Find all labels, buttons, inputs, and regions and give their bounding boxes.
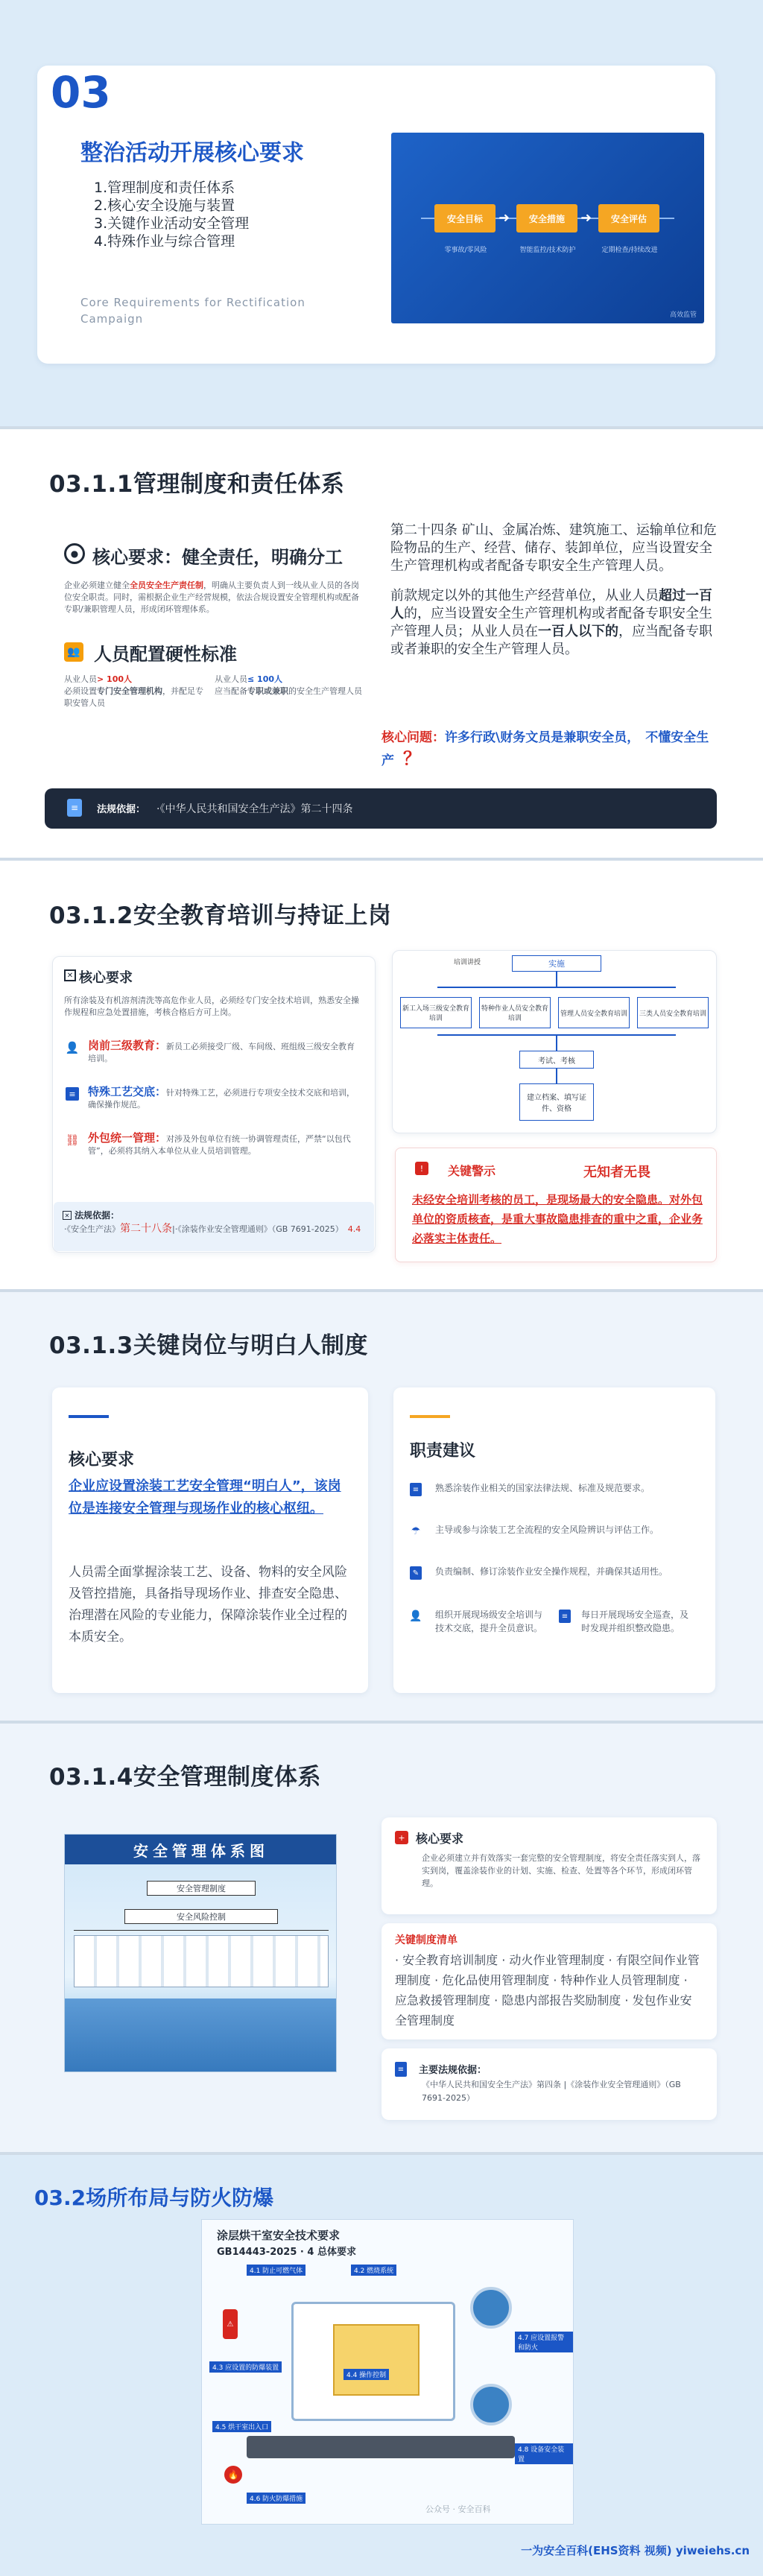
checkbox-icon: ✕ [64, 969, 76, 981]
basis-text: 《中华人民共和国安全生产法》第四条 |《涂装作业安全管理通则》（GB 7691-2025） [422, 2080, 681, 2103]
flow-sub-1: 零事故/零风险 [444, 247, 487, 254]
poster-label: 4.5 烘干室出入口 [212, 2421, 271, 2432]
staff-right-a: 从业人员 [215, 674, 247, 684]
duty-item [410, 1565, 700, 1607]
training-diagram [392, 950, 717, 1133]
document-icon: ≡ [67, 799, 82, 817]
core-text: 企业必须建立并有效落实一套完整的安全管理制度，将安全责任落实到人，落实到岗，覆盖涂装作业的计划、实施、检查、处置等各个环节，形成闭环管理。 [422, 1853, 700, 1888]
diagram-line [437, 987, 676, 988]
poster-title: 涂层烘干室安全技术要求 [217, 2229, 341, 2242]
training-item [64, 1086, 362, 1132]
law-article [390, 522, 724, 659]
warning-icon: ! [415, 1162, 428, 1175]
fire-extinguisher-icon: ⚠ [223, 2309, 238, 2339]
core-body: 人员需全面掌握涂装工艺、设备、物料的安全风险及管控措施，具备指导现场作业、排查安全隐患、治理潜在风险的专业能力，保障涂装作业全过程的本质安全。 [69, 1565, 347, 1645]
staff-right-e: 的安全生产管理人员 [288, 686, 362, 696]
slide-layout-fire [0, 2155, 763, 2576]
slide-heading: 03.2场所布局与防火防爆 [34, 2186, 274, 2210]
basis-text [64, 1223, 370, 1235]
diagram-box-3: 管理人员安全教育培训 [558, 997, 630, 1028]
section-item: 2.核心安全设施与装置 [94, 197, 235, 214]
slide-heading: 03.1.2安全教育培训与持证上岗 [49, 902, 392, 929]
diagram-mid: 考试、考核 [519, 1051, 594, 1069]
shield-icon: + [395, 1831, 408, 1844]
slide-responsibility [0, 429, 763, 858]
diagram-buildings [65, 1999, 337, 2072]
issue-label: 核心问题： [382, 730, 445, 745]
law-b3: 的，应当设置安全生产管理机构或者配备专职安全生产管理人员；从业人员在 [390, 606, 712, 639]
staff-left [64, 674, 206, 709]
diagram-box-1: 新工入场三级安全教育培训 [400, 997, 472, 1028]
section-title: 整治活动开展核心要求 [80, 140, 304, 166]
section-item: 3.关键作业活动安全管理 [94, 215, 250, 232]
flow-image [391, 133, 704, 323]
duty-item [410, 1523, 700, 1565]
training-item [64, 1132, 362, 1178]
fan-icon [470, 2384, 512, 2425]
document-icon: ≡ [66, 1087, 79, 1101]
poster-label: 4.4 操作控制 [343, 2369, 389, 2380]
staff-left-b: > 100人 [97, 674, 133, 684]
training-items [64, 1039, 362, 1178]
accent-line [69, 1415, 109, 1418]
user-icon: 👤 [409, 1610, 422, 1622]
section-items [94, 179, 249, 250]
poster-watermark: 公众号 · 安全百科 [425, 2504, 491, 2514]
staff-right-c: 应当配备 [215, 686, 247, 696]
diagram-line [556, 1034, 557, 1051]
issue-text-2: 不懂安全生产 [382, 730, 709, 768]
section-number: 03 [51, 67, 111, 118]
diagram-columns [74, 1935, 329, 1987]
law-b2: 超过一百人 [390, 588, 712, 621]
link-icon: ⛓ [65, 1133, 80, 1147]
core-title: 核心要求 [79, 970, 133, 986]
diagram-line [556, 1069, 557, 1083]
core-text-c: ，明确从主要负责人到一线从业人员的各岗位安全职责。同时，需根据企业生产经营规模，依法合规设置安全管理机构或配备专职/兼职管理人员，形成闭环管理体系。 [64, 580, 359, 614]
flow-footer: 高效监管 [669, 311, 697, 319]
basis-label: 主要法规依据： [419, 2065, 487, 2076]
basis-label: 法规依据： [97, 804, 146, 815]
staff-left-a: 从业人员 [64, 674, 97, 684]
poster-label: 4.6 防火防爆措施 [247, 2493, 305, 2504]
core-title: 核心要求 [416, 1832, 464, 1846]
poster-label: 4.1 防止可燃气体 [247, 2265, 305, 2276]
flow-step-2: 安全措施 [516, 204, 577, 232]
poster-label: 4.8 设备安全装置 [515, 2443, 573, 2464]
issue-text: 许多行政\财务文员是兼职安全员， [445, 730, 640, 745]
core-title: 核心要求：健全责任，明确分工 [92, 547, 343, 568]
oven-base [247, 2436, 515, 2458]
poster-label: 4.2 燃烧系统 [351, 2265, 396, 2276]
document-icon: ≡ [395, 2062, 407, 2077]
issue-question: ？ [403, 748, 421, 769]
flow-sub-2: 智能监控/技术防护 [519, 247, 576, 254]
law-paragraph-b [390, 587, 724, 659]
training-item-desc: 新员工必须接受厂级、车间级、班组级三级安全教育培训。 [88, 1042, 355, 1063]
fan-icon [470, 2287, 512, 2329]
duty-list [410, 1481, 700, 1607]
poster-label: 4.7 应设置报警和防火 [515, 2332, 573, 2352]
basis-text-a: ·《安全生产法》 [64, 1224, 120, 1234]
people-icon: 👥 [64, 642, 83, 662]
training-item-desc: 对涉及外包单位有统一协调管理责任，严禁“以包代管”，必须将其纳入本单位从业人员培训管理。 [88, 1134, 351, 1156]
staff-right [215, 674, 364, 697]
core-text [64, 580, 362, 615]
staff-title: 人员配置硬性标准 [94, 644, 237, 665]
flow-step-1: 安全目标 [434, 204, 496, 232]
document-icon: ≡ [410, 1483, 422, 1496]
training-item-text [88, 1132, 356, 1157]
staff-left-e: ，并配足专职安管人员 [64, 686, 203, 708]
training-item-desc: 针对特殊工艺，必须进行专项安全技术交底和培训，确保操作规范。 [88, 1088, 355, 1110]
duty-split [410, 1608, 700, 1660]
arrow-right-icon: ➜ [498, 210, 510, 226]
staff-left-c: 必须设置 [64, 686, 97, 696]
footer-brand[interactable]: 一为安全百科(EHS资料 视频) yiweiehs.cn [521, 2544, 750, 2557]
law-b4: 一百人以下的 [538, 624, 618, 639]
section-item: 4.特殊作业与综合管理 [94, 233, 235, 250]
alert-label: 关键警示 [448, 1164, 496, 1178]
fire-poster [201, 2219, 574, 2525]
duty-item [410, 1481, 700, 1523]
accent-line [410, 1415, 450, 1418]
diagram-top: 实施 [512, 955, 601, 972]
core-text: 所有涂装及有机溶剂清洗等高危作业人员，必须经专门安全技术培训，熟悉安全操作规程和应急处置措施，考核合格后方可上岗。 [64, 996, 359, 1017]
staff-right-d: 专职或兼职 [247, 686, 288, 696]
fire-hazard-icon: 🔥 [224, 2466, 242, 2484]
arrow-right-icon: ➜ [580, 210, 592, 226]
alert-card [395, 1148, 717, 1262]
english-subtitle: Core Requirements for Rectification Campaign [80, 296, 305, 326]
diagram-note: 培训讲授 [454, 959, 481, 966]
basis-label: 法规依据： [75, 1210, 120, 1221]
law-b1: 前款规定以外的其他生产经营单位，从业人员 [390, 588, 659, 604]
basis-bar [45, 788, 717, 829]
poster-label: 4.3 应设置的防爆装置 [209, 2361, 282, 2373]
duty-text: 熟悉涂装作业相关的国家法律法规、标准及规范要求。 [435, 1483, 650, 1493]
slide-system [0, 1724, 763, 2152]
slide-heading: 03.1.1管理制度和责任体系 [49, 471, 345, 498]
core-issue [382, 727, 724, 771]
diagram-sub-2: 安全风险控制 [124, 1909, 278, 1924]
diagram-grid [74, 1930, 329, 1994]
checkbox-icon: ✕ [63, 1211, 72, 1220]
slide-heading: 03.1.4安全管理制度体系 [49, 1764, 321, 1791]
slide-cover [0, 0, 763, 426]
training-item-text [88, 1086, 356, 1111]
basis-text-d: 4.4 [347, 1224, 361, 1234]
alert-tag: 无知者无畏 [583, 1165, 650, 1180]
diagram-line [556, 972, 557, 987]
basis-text-b: 第二十八条 [120, 1223, 172, 1235]
core-text-highlight: 全员安全生产责任制 [130, 580, 203, 590]
diagram-box-2: 特种作业人员安全教育培训 [479, 997, 551, 1028]
basis-text: ·《中华人民共和国安全生产法》第二十四条 [156, 803, 353, 815]
slide-key-position [0, 1292, 763, 1721]
slide-training [0, 861, 763, 1289]
duty-text: 负责编制、修订涂装作业安全操作规程，并确保其适用性。 [435, 1566, 668, 1577]
slide-heading: 03.1.3关键岗位与明白人制度 [49, 1332, 368, 1359]
diagram-bottom: 建立档案、填写证件、资格 [519, 1083, 594, 1121]
law-paragraph-a: 第二十四条 矿山、金属冶炼、建筑施工、运输单位和危险物品的生产、经营、储存、装卸单位，应当设置安全生产管理机构或者配备专职安全生产管理人员。 [390, 522, 717, 574]
law-b5: ，应当配备专职或者兼职的安全生产管理人员。 [390, 624, 712, 657]
poster-sub: GB14443-2025 · 4 总体要求 [217, 2247, 356, 2258]
section-item: 1.管理制度和责任体系 [94, 180, 235, 196]
core-lead: 企业应设置涂装工艺安全管理“明白人”，该岗位是连接安全管理与现场作业的核心枢纽。 [69, 1478, 341, 1516]
umbrella-icon: ☂ [411, 1525, 421, 1537]
oven-inner [333, 2324, 420, 2396]
document-icon: ≡ [559, 1610, 571, 1623]
list-text: · 安全教育培训制度 · 动火作业管理制度 · 有限空间作业管理制度 · 危化品使用管理制度 · 特种作业人员管理制度 · 应急救援管理制度 · 隐患内部报告奖励制度 · 发包作业安全管理制度 [395, 1953, 700, 2028]
clipboard-icon: ✎ [410, 1566, 422, 1580]
core-title: 核心要求 [69, 1451, 135, 1469]
training-item-title: 外包统一管理： [88, 1131, 167, 1145]
training-item-title: 特殊工艺交底： [88, 1085, 167, 1098]
list-title: 关键制度清单 [395, 1934, 458, 1946]
user-icon: 👤 [65, 1041, 80, 1054]
alert-text: 未经安全培训考核的员工，是现场最大的安全隐患。对外包单位的资质核查，是重大事故隐患排查的重中之重，企业务必落实主体责任。 [412, 1193, 703, 1245]
duty-text: 主导或参与涂装工艺全流程的安全风险辨识与评估工作。 [435, 1525, 659, 1535]
duty-left-text: 组织开展现场级安全培训与技术交底，提升全员意识。 [435, 1610, 543, 1633]
training-item-text [88, 1039, 356, 1065]
staff-left-d: 专门安全管理机构 [97, 686, 162, 696]
target-icon: ● [64, 543, 85, 564]
system-diagram [64, 1834, 337, 2072]
staff-right-b: ≤ 100人 [247, 674, 283, 684]
duty-right-text: 每日开展现场安全巡查，及时发现并组织整改隐患。 [581, 1610, 689, 1633]
training-item-title: 岗前三级教育： [88, 1039, 167, 1052]
core-text-a: 企业必须建立健全 [64, 580, 130, 590]
basis-text-c: |·《涂装作业安全管理通则》（GB 7691-2025） [172, 1224, 343, 1234]
duty-title: 职责建议 [410, 1442, 476, 1461]
flow-step-3: 安全评估 [598, 204, 659, 232]
diagram-title: 安全管理体系图 [65, 1835, 337, 1864]
diagram-sub-1: 安全管理制度 [147, 1881, 256, 1896]
diagram-box-4: 三类人员安全教育培训 [637, 997, 709, 1028]
flow-sub-3: 定期检查/持续改进 [601, 247, 658, 254]
training-item [64, 1039, 362, 1086]
basis-box [54, 1202, 374, 1251]
